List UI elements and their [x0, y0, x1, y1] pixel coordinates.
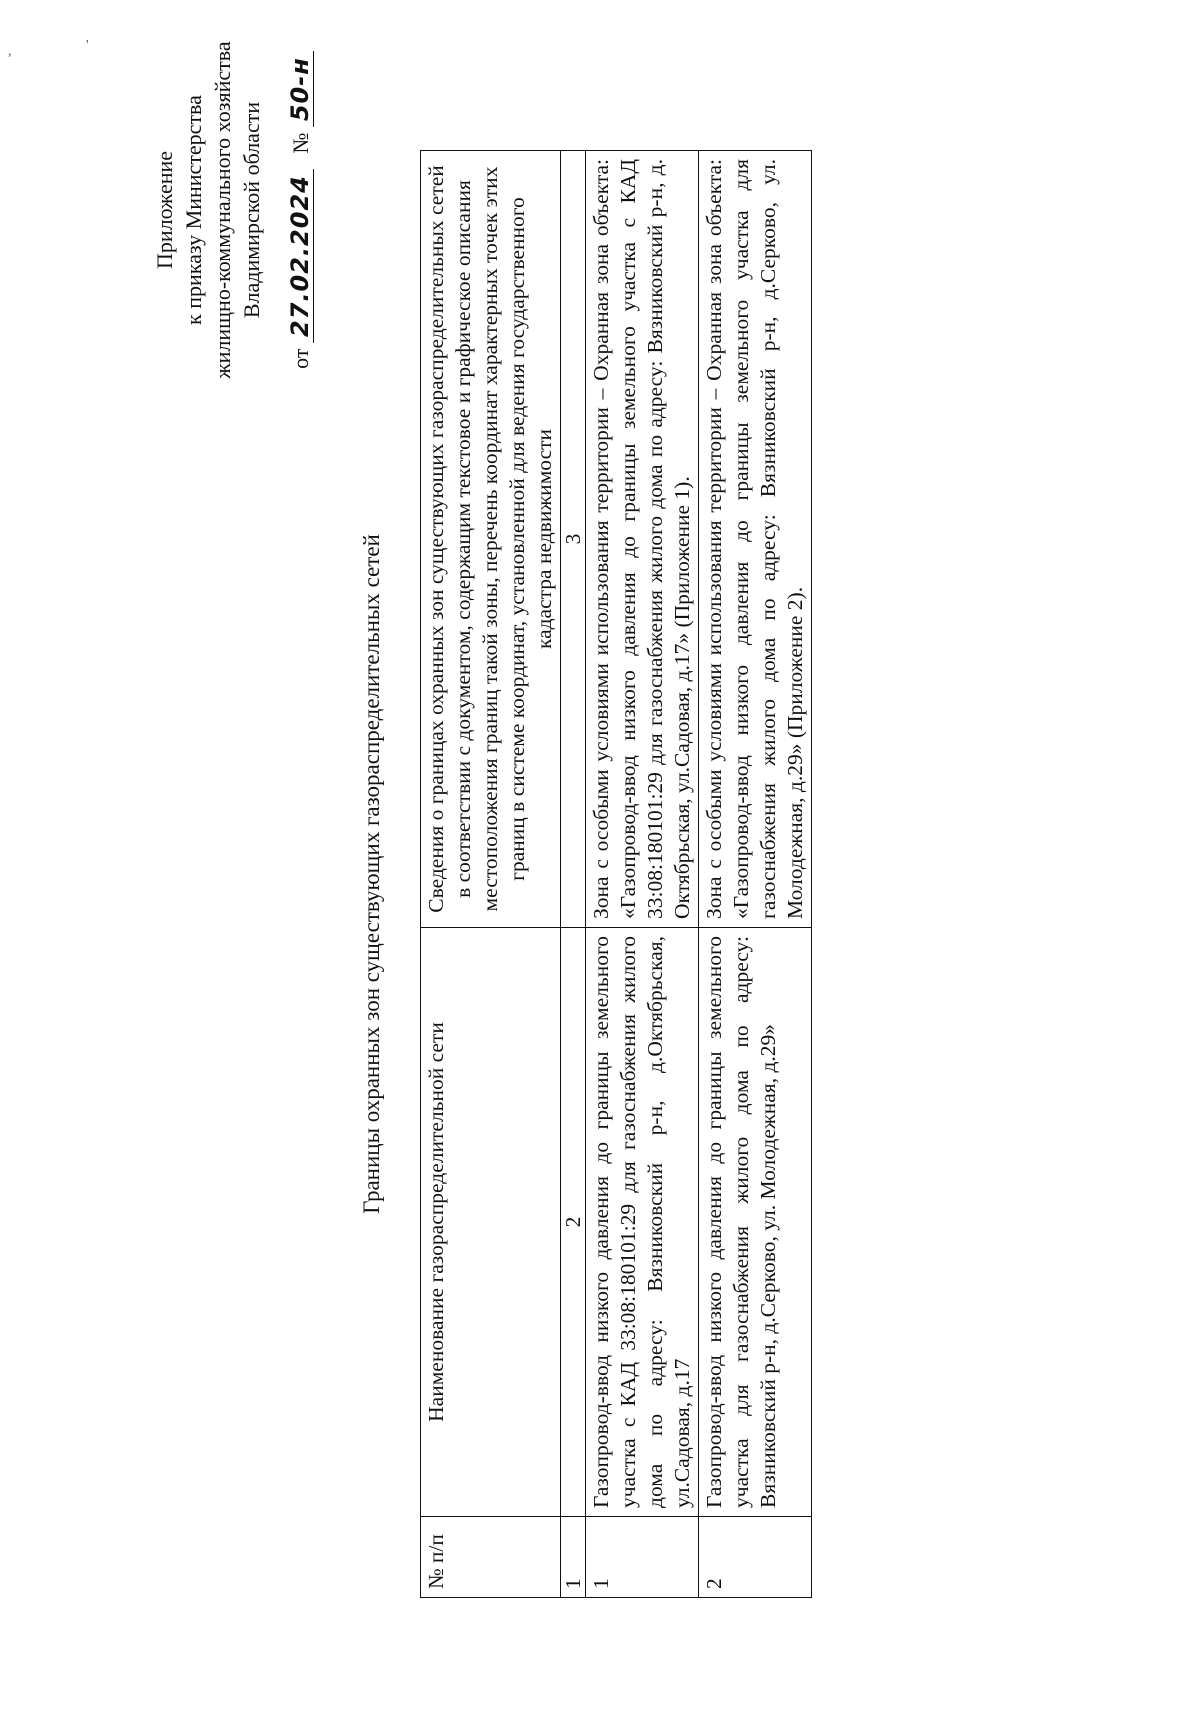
appendix-order-ref: к приказу Министерства — [181, 95, 206, 325]
appendix-ministry: жилищно-коммунального хозяйства — [210, 41, 235, 379]
row-zone-info: Зона с особыми условиями использования территории – Охранная зона объекта: «Газопровод-ввод низкого давления до границы земельного участка с КАД 33:08:180101:29 для газоснабжения жилого дома по адресу: Вязниковский р-н, д. Октябрьская, ул.Садовая, д.17» (Приложение 1). — [586, 151, 699, 928]
order-date-line — [286, 30, 315, 390]
row-zone-info: Зона с особыми условиями использования территории – Охранная зона объекта: «Газопровод-ввод низкого давления до границы земельного участка для газоснабжения жилого дома по адресу: Вязниковский р-н, д.Серково, ул. Молодежная, д.29» (Приложение 2). — [699, 151, 812, 928]
appendix-region: Владимирской области — [239, 101, 264, 319]
order-date-handwritten: 27.02.2024 — [287, 169, 314, 343]
column-number-1: 1 — [561, 1517, 586, 1598]
row-number: 2 — [699, 1517, 812, 1598]
header-network-name: Наименование газораспределительной сети — [421, 928, 561, 1517]
header-zone-info: Сведения о границах охранных зон существующих газораспределительных сетей в соответствии с документом, содержащим текстовое и графическое описания местоположения границ такой зоны, перечень координат характерных точек этих границ в системе координат, установленной для ведения государственного кадастра недвижимости — [421, 151, 561, 928]
appendix-header — [150, 30, 315, 390]
scan-speck: ' — [86, 38, 89, 53]
document-title: Границы охранных зон существующих газораспределительных сетей — [359, 534, 384, 1214]
column-number-2: 2 — [561, 928, 586, 1517]
order-from-label: от — [288, 348, 313, 369]
row-network-name: Газопровод-ввод низкого давления до границы земельного участка для газоснабжения жилого дома по адресу: Вязниковский р-н, д.Серково, ул. Молодежная, д.29» — [699, 928, 812, 1517]
table-row — [586, 151, 699, 1598]
order-number-label: № — [288, 132, 313, 154]
table-header-row — [421, 151, 561, 1598]
boundaries-table — [420, 150, 812, 1598]
appendix-label: Приложение — [152, 150, 177, 270]
row-number: 1 — [586, 1517, 699, 1598]
document-sheet — [100, 40, 1080, 1600]
header-number: № п/п — [421, 1517, 561, 1598]
column-number-3: 3 — [561, 151, 586, 928]
order-number-handwritten: 50-н — [287, 51, 314, 127]
scan-speck: , — [8, 44, 12, 59]
column-number-row — [561, 151, 586, 1598]
table-row — [699, 151, 812, 1598]
row-network-name: Газопровод-ввод низкого давления до границы земельного участка с КАД 33:08:180101:29 для газоснабжения жилого дома по адресу: Вязниковский р-н, д.Октябрьская, ул.Садовая, д.17 — [586, 928, 699, 1517]
